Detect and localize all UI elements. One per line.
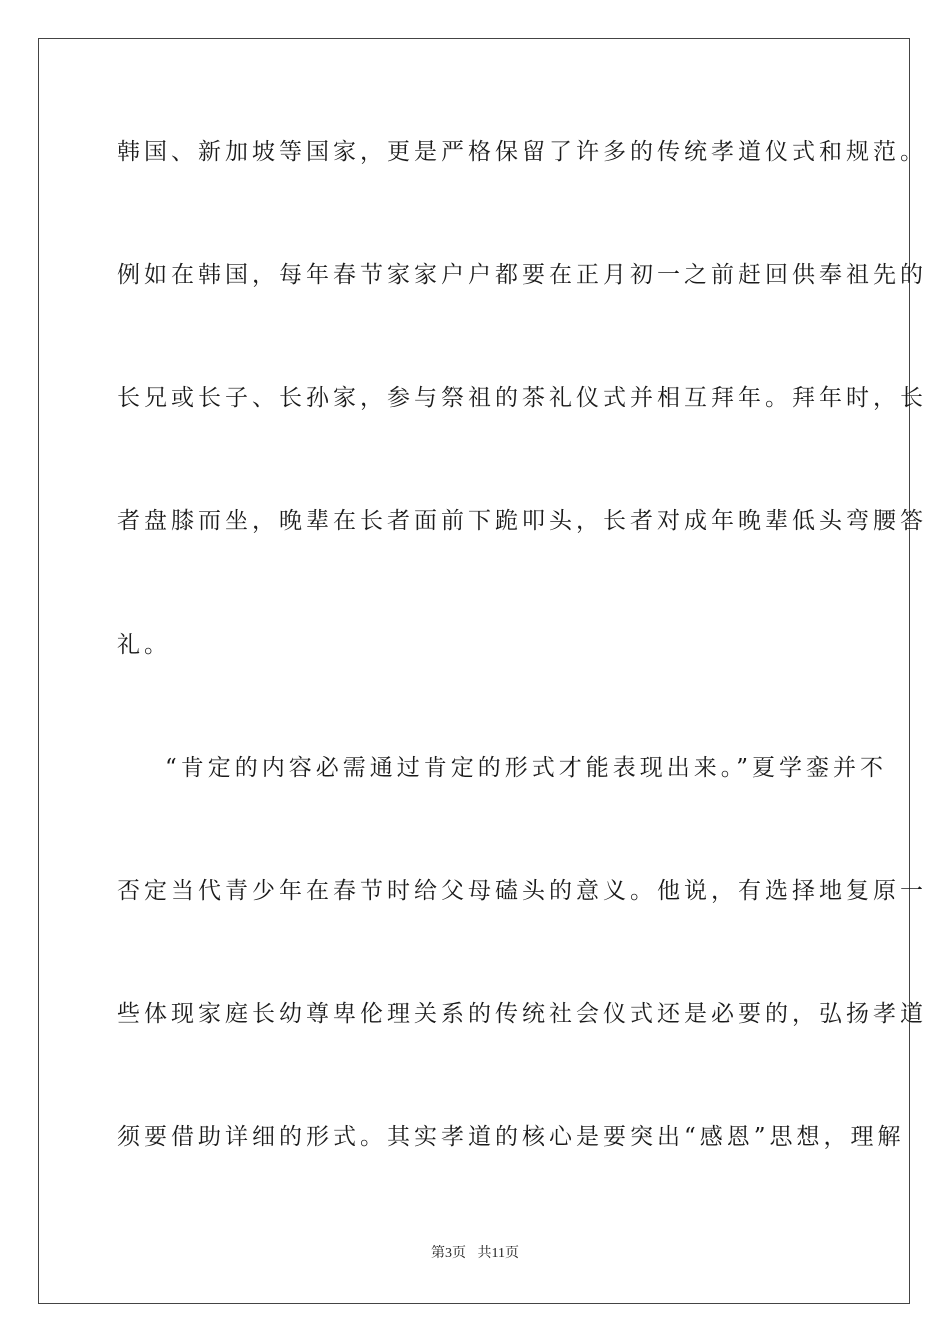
text-line-2: 例如在韩国，每年春节家家户户都要在正月初一之前赶回供奉祖先的 (117, 262, 927, 288)
text-line-1: 韩国、新加坡等国家，更是严格保留了许多的传统孝道仪式和规范。 (117, 139, 927, 165)
text-line-7: 否定当代青少年在春节时给父母磕头的意义。他说，有选择地复原一 (117, 878, 927, 904)
text-line-3: 长兄或长子、长孙家，参与祭祖的茶礼仪式并相互拜年。拜年时，长 (117, 385, 927, 411)
page-total: 共11页 (477, 1246, 519, 1261)
text-line-6: “肯定的内容必需通过肯定的形式才能表现出来。”夏学銮并不 (165, 755, 888, 781)
page-footer (0, 1244, 950, 1264)
text-line-9: 须要借助详细的形式。其实孝道的核心是要突出“感恩”思想，理解 (117, 1124, 905, 1150)
text-line-5: 礼。 (117, 632, 171, 658)
page-frame (38, 38, 927, 1304)
text-line-8: 些体现家庭长幼尊卑伦理关系的传统社会仪式还是必要的，弘扬孝道 (117, 1001, 927, 1027)
page-number: 第3页 (431, 1246, 466, 1261)
text-line-4: 者盘膝而坐，晚辈在长者面前下跪叩头，长者对成年晚辈低头弯腰答 (117, 508, 927, 534)
